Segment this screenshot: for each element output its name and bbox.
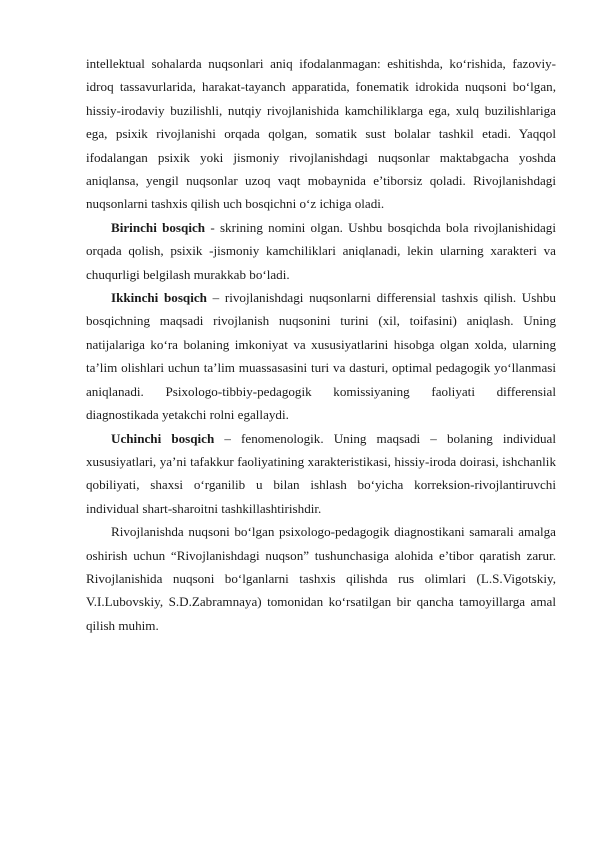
- paragraph-text: - skrining nomini olgan. Ushbu bosqichda bola rivojlanishidagi orqada qolish, psixik -jismoniy kamchiliklari aniqlanadi, lekin ularning xarakteri va chuqurligi belgilash murakkab bo‘ladi.: [86, 219, 556, 282]
- document-page: [86, 52, 556, 637]
- paragraph-stage-2: [86, 286, 556, 426]
- stage-heading: Uchinchi bosqich: [111, 430, 215, 446]
- paragraph-text: intellektual sohalarda nuqsonlari aniq ifodalanmagan: eshitishda, ko‘rishida, fazoviy-idroq tassavurlarida, harakat-tayanch apparatida, fonematik idrokida nuqsoni bo‘lgan, hissiy-irodaviy buzilishli, nutqiy rivojlanishida kamchiliklarga ega, xulq buzilishlariga ega, psixik rivojlanishi orqada qolgan, somatik sust bolalar tashkil etadi. Yaqqol ifodalangan psixik yoki jismoniy rivojlanishdagi nuqsonlar maktabgacha yoshda aniqlansa, yengil nuqsonlar uzoq vaqt mobaynida e’tiborsiz qoladi. Rivojlanishdagi nuqsonlarni tashxis qilish uch bosqichni o‘z ichiga oladi.: [86, 56, 556, 212]
- paragraph-text: – rivojlanishdagi nuqsonlarni differensial tashxis qilish. Ushbu bosqichning maqsadi rivojlanish nuqsonini turini (xil, toifasini) aniqlash. Uning natijalariga ko‘ra bolaning imkoniyat va xususiyatlarini hisobga olgan xolda, ularning ta’lim olishlari uchun ta’lim muassasasini turi va dasturi, optimal pedagogik yo‘llanmasi aniqlanadi. Psixologo-tibbiy-pedagogik komissiyaning faoliyati differensial diagnostikada yetakchi rolni egallaydi.: [86, 290, 556, 423]
- paragraph-text: – fenomenologik. Uning maqsadi – bolaning individual xususiyatlari, ya’ni tafakkur faoliyatining xarakteristikasi, hissiy-iroda doirasi, ishchanlik qobiliyati, shaxsi o‘rganilib u bilan ishlash bo‘yicha korreksion-rivojlantiruvchi individual shart-sharoitni tashkillashtirishdir.: [86, 430, 557, 516]
- paragraph-intro: [86, 52, 556, 216]
- paragraph-conclusion: [86, 520, 556, 637]
- paragraph-text: Rivojlanishda nuqsoni bo‘lgan psixologo-pedagogik diagnostikani samarali amalga oshirish uchun “Rivojlanishdagi nuqson” tushunchasiga alohida e’tibor qaratish zarur. Rivojlanishida nuqsoni bo‘lganlarni tashxis qilishda rus olimlari (L.S.Vigotskiy, V.I.Lubovskiy, S.D.Zabramnaya) tomonidan ko‘rsatilgan bir qancha tamoyillarga amal qilish muhim.: [86, 524, 556, 633]
- paragraph-stage-1: [86, 216, 556, 286]
- paragraph-stage-3: [86, 427, 556, 521]
- stage-heading: Ikkinchi bosqich: [111, 290, 207, 306]
- stage-heading: Birinchi bosqich: [111, 219, 206, 235]
